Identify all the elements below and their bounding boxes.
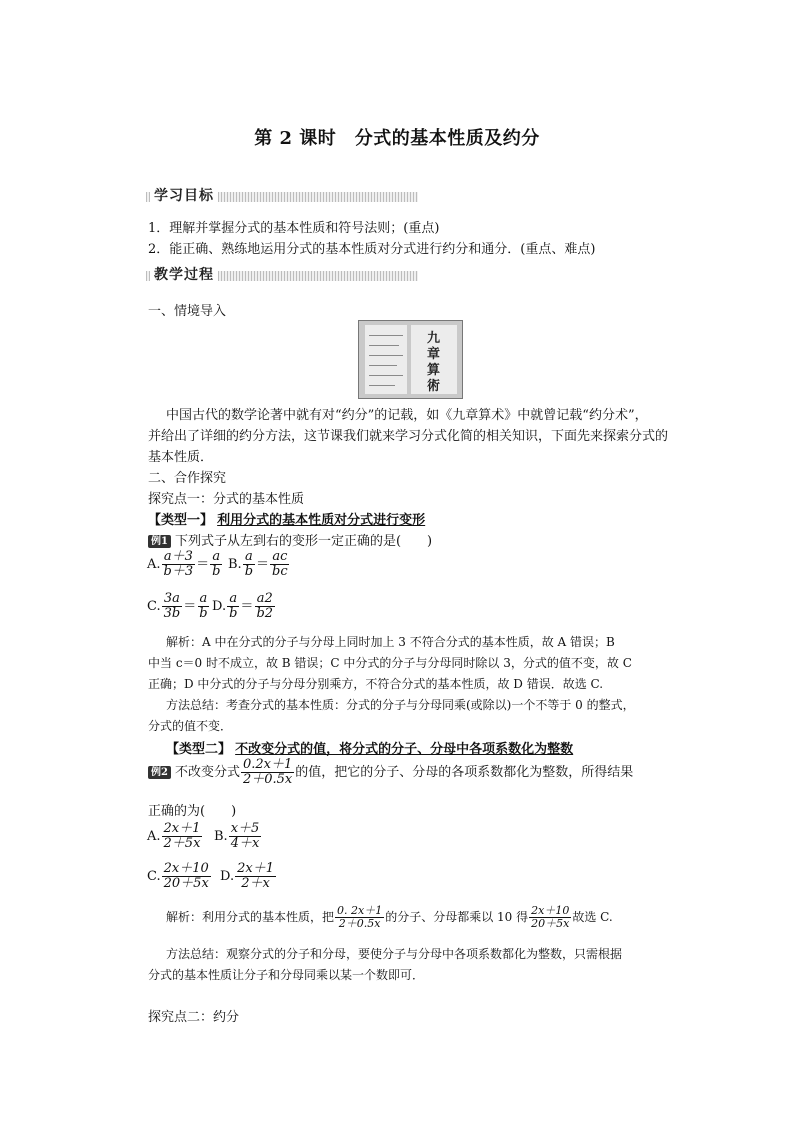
summary2-line: 方法总结：观察分式的分子和分母，要使分子与分母中各项系数都化为整数，只需根据 — [166, 947, 623, 961]
example1-question — [148, 530, 432, 549]
ex1-option-B: B. $\frac{a}{b}$ ＝ $\frac{ac}{bc}$ — [228, 549, 288, 579]
type1-heading — [148, 509, 425, 528]
analysis2-line: 解析：利用分式的基本性质，把 $\frac{0. 2x+1}{2+0.5x}$ 的分子、分母都乘以 10 得 $\frac{2x+10}{20+5x}$ 故选 C. — [166, 904, 613, 930]
example1-tag: 例1 — [148, 535, 171, 548]
type2-tag: 【类型二】 — [166, 742, 232, 757]
point1-heading: 探究点一：分式的基本性质 — [148, 492, 305, 507]
summary1-line: 分式的值不变． — [148, 719, 233, 733]
book-image — [358, 320, 463, 399]
ex2-option-A: A. $\frac{2x+1}{2+5x}$ — [147, 821, 201, 851]
coop-heading: 二、合作探究 — [148, 471, 227, 486]
ex1-option-D: D. $\frac{a}{b}$ ＝ $\frac{a2}{b2}$ — [212, 591, 274, 621]
book-char: 九 — [427, 331, 441, 346]
intro-paragraph-line: 并给出了详细的约分方法，这节课我们就来学习分式化简的相关知识，下面先来探索分式的 — [148, 429, 669, 444]
intro-paragraph-line: 中国古代的数学论著中就有对“约分”的记载，如《九章算术》中就曾记载“约分术”， — [166, 408, 648, 423]
intro-heading: 一、情境导入 — [148, 304, 227, 319]
ex1-option-C: C. $\frac{3a}{3b}$ ＝ $\frac{a}{b}$ — [147, 591, 208, 621]
goal-item: 1．理解并掌握分式的基本性质和符号法则；(重点) — [148, 221, 440, 236]
summary2-line: 分式的基本性质让分子和分母同乘以某一个数即可． — [148, 968, 425, 982]
analysis1-line: 中当 c＝0 时不成立，故 B 错误；C 中分式的分子与分母同时除以 3，分式的值不变，故 C — [148, 656, 632, 670]
type2-text: 不改变分式的值，将分式的分子、分母中各项系数化为整数 — [235, 742, 574, 757]
analysis1-line: 解析：A 中在分式的分子与分母上同时加上 3 不符合分式的基本性质，故 A 错误；B — [166, 635, 615, 649]
example2-question-line2: 正确的为( ) — [148, 804, 237, 819]
section-label-process: 教学过程 — [150, 264, 218, 284]
intro-paragraph-line: 基本性质． — [148, 450, 214, 465]
summary1-line: 方法总结：考查分式的基本性质：分式的分子与分母同乘(或除以)一个不等于 0 的整式， — [166, 698, 635, 712]
type2-heading — [166, 738, 573, 757]
analysis1-line: 正确；D 中分式的分子与分母分别乘方，不符合分式的基本性质，故 D 错误．故选 C. — [148, 677, 604, 691]
ex2-option-D: D. $\frac{2x+1}{2+x}$ — [220, 861, 274, 891]
book-char: 術 — [427, 379, 441, 394]
section-banner-process — [146, 266, 418, 284]
ex1-option-A: A. $\frac{a+3}{b+3}$ ＝ $\frac{a}{b}$ — [147, 549, 221, 579]
ex2-option-B: B. $\frac{x+5}{4+x}$ — [214, 821, 260, 851]
point2-heading: 探究点二：约分 — [148, 1010, 240, 1025]
page-title: 第 2 课时 分式的基本性质及约分 — [254, 128, 540, 149]
goal-item: 2．能正确、熟练地运用分式的基本性质对分式进行约分和通分．(重点、难点) — [148, 242, 596, 257]
book-char: 算 — [427, 363, 441, 378]
type1-tag: 【类型一】 — [148, 513, 214, 528]
book-char: 章 — [427, 347, 441, 362]
ex2-option-C: C. $\frac{2x+10}{20+5x}$ — [147, 861, 209, 891]
example1-text: 下列式子从左到右的变形一定正确的是( ) — [174, 534, 433, 549]
type1-text: 利用分式的基本性质对分式进行变形 — [217, 513, 426, 528]
section-label-goals: 学习目标 — [150, 185, 218, 205]
example2-tag: 例2 — [148, 766, 171, 779]
example2-question: 例2 不改变分式 $\frac{0.2x+1}{2+0.5x}$ 的值，把它的分子、分母的各项系数都化为整数，所得结果 — [148, 758, 633, 787]
section-banner-goals — [146, 187, 418, 205]
